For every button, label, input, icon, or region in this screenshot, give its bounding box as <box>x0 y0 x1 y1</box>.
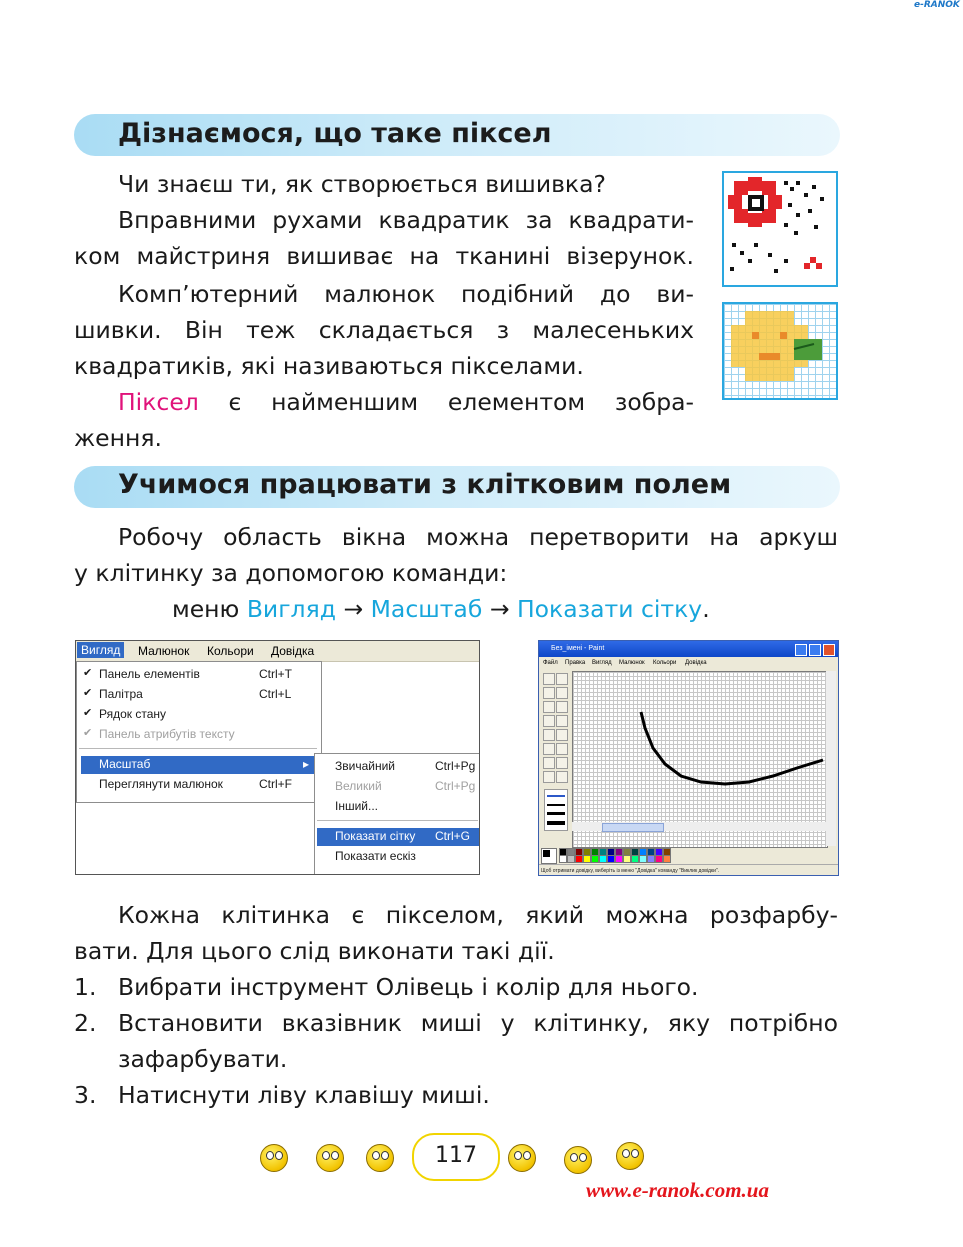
curve-tool-icon[interactable] <box>556 743 568 755</box>
menu-item-text-toolbar[interactable] <box>81 726 317 744</box>
paragraph-line: Робочу область вікна можна перетворити на аркуш <box>118 523 838 551</box>
paragraph-line: Чи знаєш ти, як створюється вишивка? <box>118 170 607 198</box>
step-text: зафарбувати. <box>118 1045 288 1073</box>
publisher-logo: e-RANOK <box>914 0 960 10</box>
fill-tool-icon[interactable] <box>556 687 568 699</box>
pick-color-tool-icon[interactable] <box>543 701 555 713</box>
pencil-tool-icon[interactable] <box>543 715 555 727</box>
menu-item-view-bitmap[interactable] <box>81 776 317 794</box>
step-number: 1. <box>74 973 97 1001</box>
polygon-tool-icon[interactable] <box>556 757 568 769</box>
mascots-right <box>504 1138 654 1178</box>
definition-term: Піксел <box>118 388 199 416</box>
menu-item-shortcut: Ctrl+F <box>259 777 292 791</box>
step-text: Встановити вказівник миші у клітинку, яку потрібно <box>118 1009 838 1037</box>
menu-item-statusbar[interactable] <box>81 706 317 724</box>
submenu-item-show-grid[interactable] <box>317 828 480 846</box>
menu-item-label: Інший... <box>335 799 378 813</box>
menu-item-shortcut: Ctrl+Pg <box>435 759 476 773</box>
section-title-grid: Учимося працювати з клітковим полем <box>118 469 732 500</box>
free-select-tool-icon[interactable] <box>543 673 555 685</box>
website-url[interactable]: www.e-ranok.com.ua <box>586 1178 769 1202</box>
color-swatch[interactable] <box>639 855 647 863</box>
paragraph-line: ження. <box>74 424 162 452</box>
color-swatch[interactable] <box>567 855 575 863</box>
paragraph-line: ком майстриня вишиває на тканині візерунок. <box>74 242 694 270</box>
current-colors[interactable] <box>541 848 557 864</box>
paint-toolbox <box>541 671 569 831</box>
menu-item-label: Масштаб <box>99 757 151 771</box>
paragraph-line: квадратиків, які називаються пікселами. <box>74 352 584 380</box>
menu-item-label: Звичайний <box>335 759 395 773</box>
paint-menu-file[interactable]: Файл <box>543 660 558 666</box>
pixel-smiley-image <box>722 302 838 400</box>
color-swatch[interactable] <box>615 855 623 863</box>
menu-item-shortcut: Ctrl+G <box>435 829 471 843</box>
status-text: Щоб отримати довідку, виберіть із меню "Довідка" команду "Виклик довідки". <box>541 868 720 874</box>
zoom-submenu <box>314 753 480 875</box>
airbrush-tool-icon[interactable] <box>543 729 555 741</box>
command-zoom: Масштаб <box>370 595 483 623</box>
chick-mascot-icon <box>260 1144 288 1172</box>
paint-titlebar <box>539 641 838 657</box>
color-swatch[interactable] <box>559 855 567 863</box>
command-dot: . <box>702 595 710 623</box>
paragraph-line: Кожна клітинка є пікселом, який можна розфарбу- <box>118 901 838 929</box>
ellipse-tool-icon[interactable] <box>543 771 555 783</box>
color-swatch[interactable] <box>647 855 655 863</box>
check-icon: ✔ <box>83 727 93 739</box>
step-text: Натиснути ліву клавішу миші. <box>118 1081 490 1109</box>
paragraph-line: у клітинку за допомогою команди: <box>74 559 508 587</box>
view-menu-screenshot <box>75 640 480 875</box>
paint-menu-bar <box>539 658 838 669</box>
paint-title: Без_імені - Paint <box>551 645 605 652</box>
paint-statusbar <box>539 864 838 876</box>
view-dropdown <box>76 661 322 803</box>
menu-item-label: Панель елементів <box>99 667 200 681</box>
submenu-item-custom[interactable] <box>317 798 480 816</box>
command-show-grid: Показати сітку <box>517 595 703 623</box>
text-tool-icon[interactable] <box>556 729 568 741</box>
menu-item-label: Рядок стану <box>99 707 167 721</box>
menu-item-label: Показати сітку <box>335 829 416 843</box>
menu-item-zoom[interactable] <box>81 756 317 774</box>
minimize-icon[interactable] <box>795 644 807 656</box>
rounded-rect-tool-icon[interactable] <box>556 771 568 783</box>
menu-item-shortcut: Ctrl+L <box>259 687 292 701</box>
color-swatch[interactable] <box>607 855 615 863</box>
menu-command-line <box>172 591 710 627</box>
check-icon: ✔ <box>83 687 93 699</box>
color-swatch[interactable] <box>631 855 639 863</box>
menu-item-label: Панель атрибутів тексту <box>99 727 235 741</box>
check-icon: ✔ <box>83 667 93 679</box>
menu-view[interactable]: Вигляд <box>77 642 124 658</box>
color-swatch[interactable] <box>663 855 671 863</box>
menu-item-label: Великий <box>335 779 382 793</box>
step-number: 2. <box>74 1009 97 1037</box>
paint-window-screenshot <box>538 640 839 876</box>
check-icon: ✔ <box>83 707 93 719</box>
menu-image[interactable]: Малюнок <box>138 644 190 658</box>
paint-menu-help[interactable]: Довідка <box>685 660 707 666</box>
menu-separator <box>317 820 478 821</box>
command-view: Вигляд <box>246 595 336 623</box>
arrow: → <box>489 595 510 623</box>
eraser-tool-icon[interactable] <box>543 687 555 699</box>
paragraph-line: вати. Для цього слід виконати такі дії. <box>74 937 555 965</box>
menu-item-toolbox[interactable] <box>81 666 317 684</box>
color-palette <box>541 848 836 862</box>
submenu-item-large[interactable] <box>317 778 480 796</box>
menu-item-shortcut: Ctrl+T <box>259 667 292 681</box>
section-title-pixel: Дізнаємося, що таке піксел <box>118 118 552 149</box>
paint-menu-image[interactable]: Малюнок <box>619 660 645 666</box>
submenu-item-show-thumbnail[interactable] <box>317 848 480 866</box>
line-width-selector[interactable] <box>544 789 568 831</box>
color-swatch[interactable] <box>623 855 631 863</box>
arrow: → <box>343 595 364 623</box>
color-swatch[interactable] <box>583 855 591 863</box>
command-prefix: меню <box>172 595 247 623</box>
chick-mascot-icon <box>316 1144 344 1172</box>
line-tool-icon[interactable] <box>543 743 555 755</box>
paint-menu-edit[interactable]: Правка <box>565 660 586 666</box>
paragraph-line: Вправними рухами квадратик за квадрати- <box>118 206 694 234</box>
definition-line <box>118 384 694 420</box>
menu-item-label: Показати ескіз <box>335 849 416 863</box>
paragraph-line: шивки. Він теж складається з малесеньких <box>74 316 694 344</box>
chick-mascot-icon <box>366 1144 394 1172</box>
embroidery-image <box>722 171 838 287</box>
step-text: Вибрати інструмент Олівець і колір для нього. <box>118 973 699 1001</box>
rectangle-tool-icon[interactable] <box>543 757 555 769</box>
vertical-scrollbar[interactable] <box>826 671 836 846</box>
chick-mascot-icon <box>616 1142 644 1170</box>
menu-colors[interactable]: Кольори <box>207 644 254 658</box>
menu-item-shortcut: Ctrl+Pg <box>435 779 476 793</box>
close-icon[interactable] <box>823 644 835 656</box>
menu-help[interactable]: Довідка <box>271 644 315 658</box>
horizontal-scrollbar[interactable] <box>572 822 826 831</box>
menu-item-palette[interactable] <box>81 686 317 704</box>
chick-mascot-icon <box>564 1146 592 1174</box>
color-swatch[interactable] <box>655 855 663 863</box>
maximize-icon[interactable] <box>809 644 821 656</box>
step-number: 3. <box>74 1081 97 1109</box>
brush-tool-icon[interactable] <box>556 715 568 727</box>
color-swatch[interactable] <box>575 855 583 863</box>
magnifier-tool-icon[interactable] <box>556 701 568 713</box>
chick-mascot-icon <box>508 1144 536 1172</box>
select-tool-icon[interactable] <box>556 673 568 685</box>
paint-menu-colors[interactable]: Кольори <box>653 660 677 666</box>
menu-item-label: Переглянути малюнок <box>99 777 223 791</box>
submenu-item-normal[interactable] <box>317 758 480 776</box>
page-number: 117 <box>435 1143 477 1168</box>
color-swatch[interactable] <box>599 855 607 863</box>
submenu-arrow-icon: ▸ <box>303 757 310 771</box>
menu-item-label: Палітра <box>99 687 143 701</box>
menu-bar <box>76 641 479 662</box>
menu-separator <box>79 748 317 749</box>
paragraph-line: Комп’ютерний малюнок подібний до ви- <box>118 280 694 308</box>
color-swatch[interactable] <box>591 855 599 863</box>
mascots-left <box>258 1138 418 1178</box>
paint-menu-view[interactable]: Вигляд <box>592 660 612 666</box>
definition-text: є найменшим елементом зобра- <box>198 388 694 416</box>
